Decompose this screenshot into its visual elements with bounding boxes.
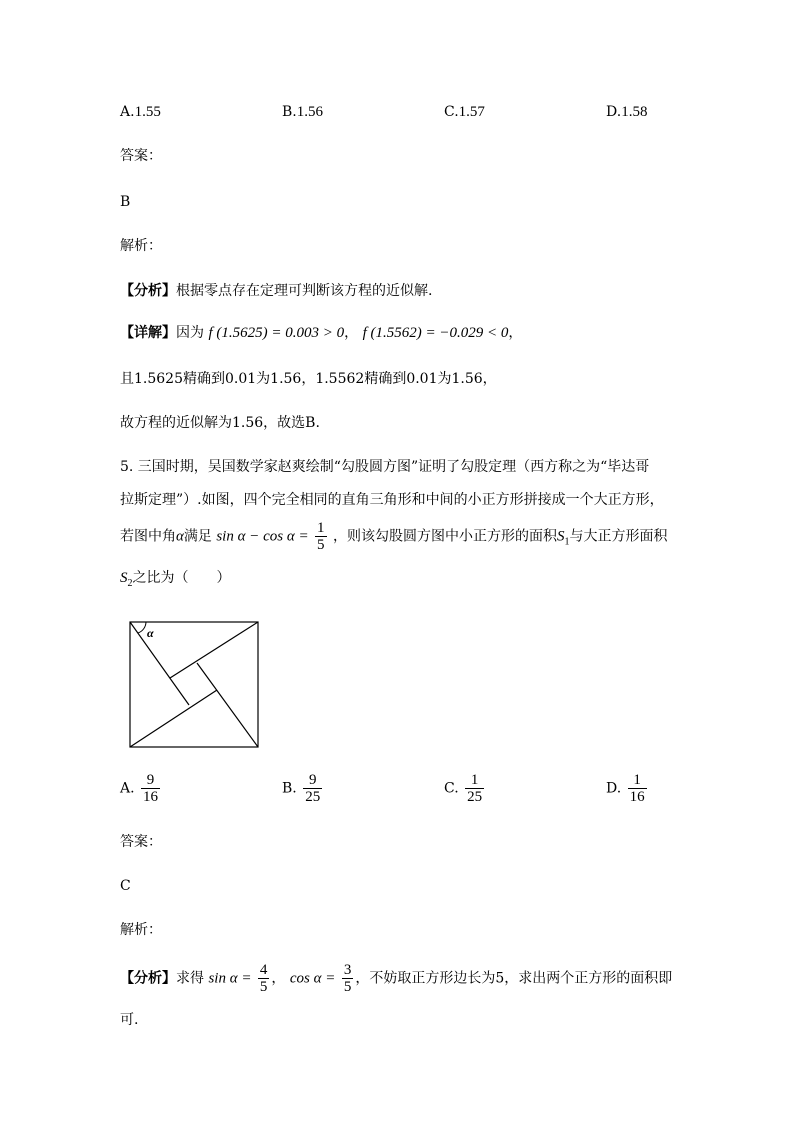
option-c: C.1.57 <box>444 104 485 120</box>
figure-alpha-label: α <box>147 626 154 640</box>
answer-value: B <box>120 194 131 210</box>
q5-option-b: B. $\frac{9}{25}$ <box>282 772 321 805</box>
q5-answer-value: C <box>120 878 131 894</box>
question-5-line-1: 5. 三国时期，吴国数学家赵爽绘制“勾股圆方图”证明了勾股定理（西方称之为“毕达哥 <box>120 459 650 475</box>
analysis-label: 解析： <box>120 238 162 254</box>
q5-option-a: A. $\frac{9}{16}$ <box>120 772 159 805</box>
analysis-fenxi: 【分析】根据零点存在定理可判断该方程的近似解. <box>120 283 433 299</box>
analysis-xiangjie: 【详解】因为 f (1.5625) = 0.003 > 0， f (1.5562) = −0.029 < 0， <box>120 325 523 341</box>
option-d: D.1.58 <box>606 104 648 120</box>
q5-option-d: D. $\frac{1}{16}$ <box>606 772 645 805</box>
question-5-line-3: 若图中角α满足 sin α − cos α = $\frac{1}{5}$ ，则该勾股圆方图中小正方形的面积$S_1$与大正方形面积 <box>120 520 668 553</box>
q5-analysis-line-2: 可. <box>120 1012 139 1028</box>
option-a: A.1.55 <box>120 104 161 120</box>
pythagorean-square-figure <box>125 618 265 752</box>
analysis-line-2: 且1.5625精确到0.01为1.56，1.5562精确到0.01为1.56， <box>120 371 497 387</box>
answer-label: 答案： <box>120 148 162 164</box>
fraction-one-fifth: $\frac{1}{5}$ <box>317 520 325 553</box>
q5-analysis-fenxi: 【分析】求得 sin α = $\frac{4}{5}$ ， cos α = $\frac{3}{5}$ ，不妨取正方形边长为5，求出两个正方形的面积即 <box>120 962 673 995</box>
q5-answer-label: 答案： <box>120 834 162 850</box>
q5-analysis-label: 解析： <box>120 922 162 938</box>
option-b: B.1.56 <box>282 104 323 120</box>
question-5-line-2: 拉斯定理”）.如图，四个完全相同的直角三角形和中间的小正方形拼接成一个大正方形， <box>120 492 664 508</box>
question-5-line-4: $S_2$之比为（ ） <box>120 570 231 589</box>
q5-option-c: C. $\frac{1}{25}$ <box>444 772 483 805</box>
analysis-line-3: 故方程的近似解为1.56，故选B. <box>120 415 320 431</box>
